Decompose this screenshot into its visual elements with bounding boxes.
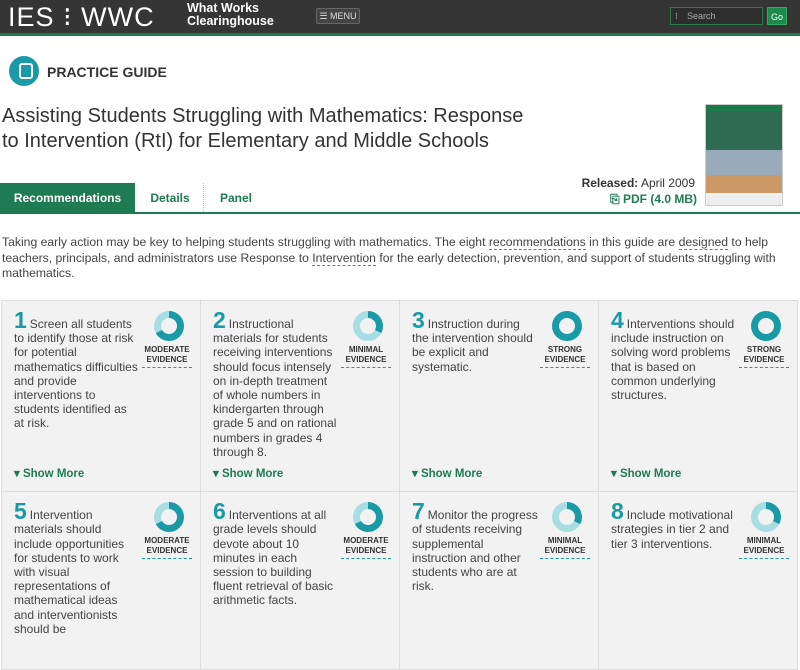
- show-more-link[interactable]: ▾ Show More: [611, 468, 682, 481]
- site-name-line-2: Clearinghouse: [187, 14, 274, 28]
- recommendation-text: 8 Include motivational strategies in tier 2 and tier 3 interventions.: [611, 498, 733, 551]
- intro-text: Taking early action may be key to helping students struggling with mathematics. The eight recommendations in this guide are designed to help teachers, principals, and administrators use Response to Intervention for the early detection, prevention, and support of students struggling with mathematics.: [2, 235, 776, 280]
- recommendation-number: 8: [611, 498, 624, 525]
- evidence-donut-icon: [552, 311, 582, 341]
- guide-cover-image[interactable]: [705, 104, 783, 206]
- recommendation-number: 3: [412, 307, 425, 333]
- practice-guide-icon: [9, 56, 39, 86]
- recommendation-number: 2: [213, 307, 226, 333]
- search-placeholder: Search: [687, 11, 716, 21]
- recommendation-number: 1: [14, 307, 27, 333]
- intervention-link[interactable]: Intervention: [312, 250, 376, 265]
- pdf-label: PDF (4.0 MB): [622, 192, 697, 206]
- recommendations-link[interactable]: recommendations: [488, 235, 586, 249]
- recommendation-text: 4 Interventions should include instruction on solving word problems that is based on common underlying structures.: [611, 307, 735, 403]
- evidence-label[interactable]: STRONG EVIDENCE: [739, 345, 789, 368]
- evidence-label[interactable]: MODERATE EVIDENCE: [142, 345, 192, 368]
- tab-recommendations[interactable]: Recommendations: [0, 183, 135, 214]
- evidence-label[interactable]: MINIMAL EVIDENCE: [739, 536, 789, 559]
- site-name-line-1: What Works: [187, 1, 259, 15]
- recommendation-text: 7 Monitor the progress of students receiving supplemental instruction and other students who are at risk.: [412, 498, 538, 594]
- recommendation-card[interactable]: [598, 301, 798, 492]
- tab-details[interactable]: Details: [150, 191, 190, 205]
- recommendation-text: 6 Interventions at all grade levels should devote about 10 minutes in each session to building fluent retrieval of basic arithmetic facts.: [213, 498, 334, 608]
- evidence-label[interactable]: MINIMAL EVIDENCE: [341, 345, 391, 368]
- tab-panel[interactable]: Panel: [219, 191, 252, 205]
- show-more-link[interactable]: ▾ Show More: [14, 468, 85, 481]
- evidence-donut-icon: [154, 311, 184, 341]
- released-value: April 2009: [640, 176, 695, 190]
- recommendation-card[interactable]: [1, 301, 201, 492]
- evidence-donut-icon: [751, 502, 781, 532]
- evidence-donut-icon: [751, 311, 781, 341]
- recommendation-card[interactable]: [200, 492, 400, 670]
- recommendation-card[interactable]: [200, 301, 400, 492]
- show-more-link[interactable]: ▾ Show More: [213, 468, 284, 481]
- recommendation-number: 4: [611, 307, 624, 333]
- page-title: Assisting Students Struggling with Mathematics: Response to Intervention (RtI) for Elementary and Middle Schools: [2, 105, 524, 152]
- menu-button[interactable]: ☰ MENU: [316, 8, 360, 24]
- tab-underline: [0, 212, 800, 214]
- pdf-download-link[interactable]: [540, 192, 697, 207]
- go-button[interactable]: Go: [767, 7, 787, 25]
- recommendation-text: 5 Intervention materials should include opportunities for students to work with visual representations of mathematical ideas and interventionists should be: [14, 498, 125, 636]
- recommendation-number: 7: [412, 498, 425, 525]
- evidence-donut-icon: [353, 502, 383, 532]
- evidence-donut-icon: [353, 311, 383, 341]
- recommendation-text: 2 Instructional materials for students receiving interventions should focus intensely on in-depth treatment of whole numbers in kindergarten through grade 5 and on rational numbers in grades 4 through 8.: [213, 307, 337, 459]
- evidence-label[interactable]: MODERATE EVIDENCE: [341, 536, 391, 559]
- pdf-icon: ⎘: [610, 192, 623, 206]
- recommendation-text: 1 Screen all students to identify those at risk for potential mathematics difficulties and provide interventions to students identified as at risk.: [14, 307, 138, 431]
- released-label: Released:: [581, 176, 639, 190]
- evidence-donut-icon: [552, 502, 582, 532]
- evidence-label[interactable]: MINIMAL EVIDENCE: [540, 536, 590, 559]
- recommendation-number: 6: [213, 498, 226, 525]
- practice-guide-label: PRACTICE GUIDE: [47, 64, 167, 80]
- recommendation-card[interactable]: [598, 492, 798, 670]
- evidence-donut-icon: [154, 502, 184, 532]
- evidence-label[interactable]: MODERATE EVIDENCE: [142, 536, 192, 559]
- ies-wwc-logo[interactable]: IES ⁝ WWC: [8, 2, 155, 32]
- evidence-label[interactable]: STRONG EVIDENCE: [540, 345, 590, 368]
- recommendation-card[interactable]: [399, 301, 599, 492]
- show-more-link[interactable]: ▾ Show More: [412, 468, 483, 481]
- recommendation-card[interactable]: [399, 492, 599, 670]
- top-bar: [0, 0, 800, 36]
- release-date: [540, 176, 695, 190]
- recommendation-text: 3 Instruction during the intervention should be explicit and systematic.: [412, 307, 533, 374]
- site-name[interactable]: [187, 2, 274, 28]
- search-icon: ⁝: [675, 11, 678, 21]
- recommendation-card[interactable]: [1, 492, 201, 670]
- search-input[interactable]: [670, 7, 763, 25]
- recommendation-number: 5: [14, 498, 27, 525]
- recommendations-grid: [2, 300, 798, 670]
- tab-bar: [0, 183, 280, 214]
- designed-link[interactable]: designed: [678, 235, 729, 249]
- tab-divider: [203, 183, 204, 214]
